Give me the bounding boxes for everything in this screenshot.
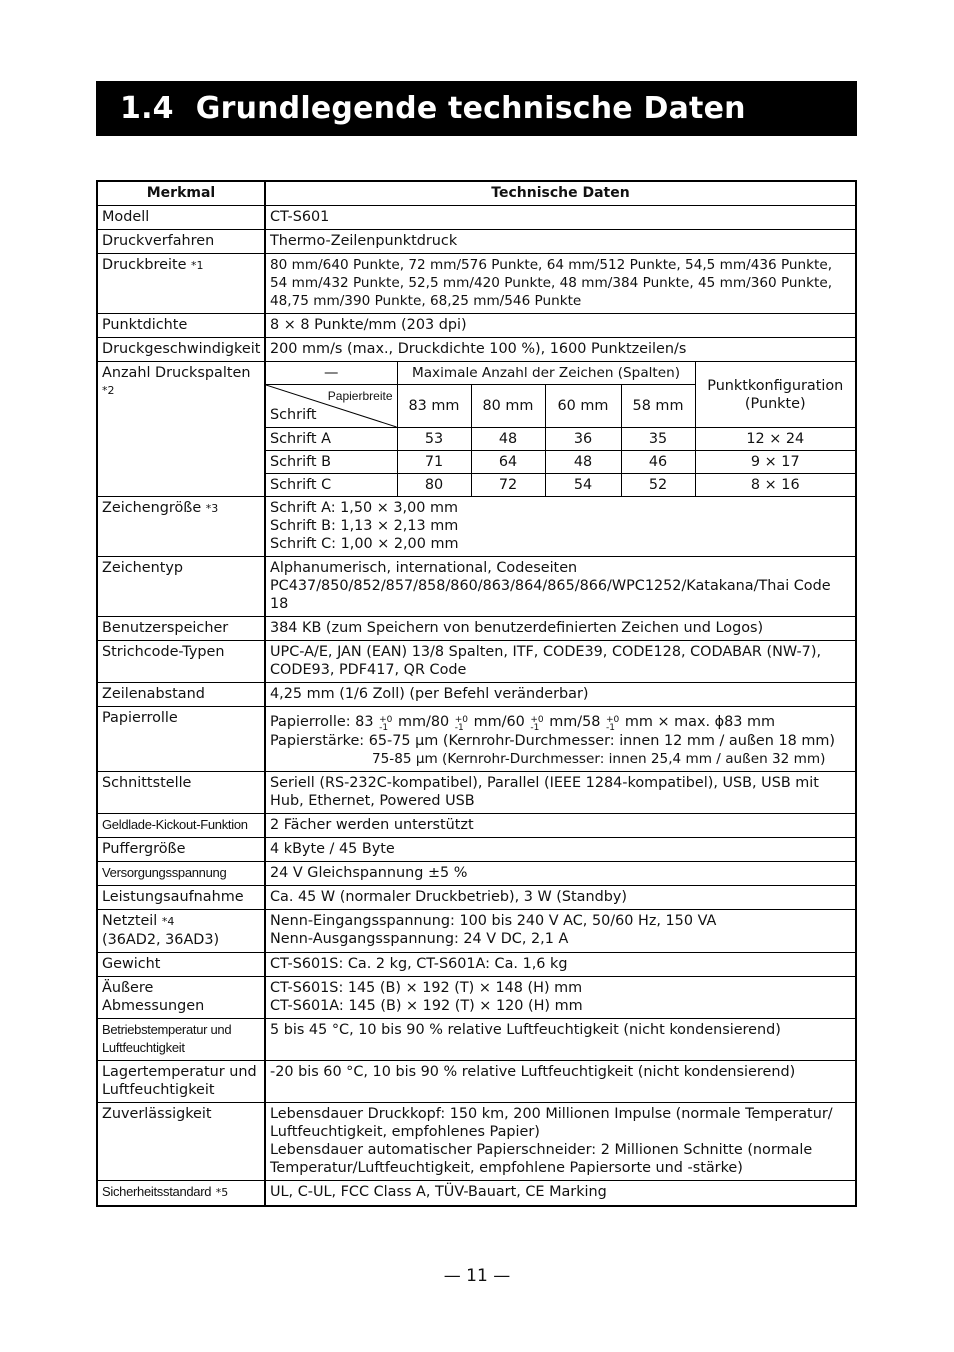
header-technische-daten: Technische Daten <box>265 181 856 206</box>
row-label: Zeichengröße <box>102 500 202 516</box>
value-line <box>270 713 851 732</box>
char-count: 54 <box>545 474 621 497</box>
value-line: 75-85 μm (Kernrohr-Durchmesser: innen 25,4 mm / außen 32 mm) <box>372 751 826 767</box>
value-line: Lebensdauer Druckkopf: 150 km, 200 Millionen Impulse (normale Temperatur/ Luftfeuchtigkeit, empfohlenes Papier) <box>270 1106 833 1140</box>
char-count: 80 <box>397 474 471 497</box>
value-line: Schrift A: 1,50 × 3,00 mm <box>270 500 459 516</box>
inner-header-row <box>266 362 855 385</box>
table-row <box>97 314 856 338</box>
row-label: Druckgeschwindigkeit <box>97 338 265 362</box>
row-label: Sicherheitsstandard <box>102 1184 212 1199</box>
paper-roll-text: mm/60 <box>473 714 525 730</box>
font-name: Schrift B <box>266 451 397 474</box>
row-value: 2 Fächer werden unterstützt <box>265 814 856 838</box>
row-label: Geldlade-Kickout-Funktion <box>97 814 265 838</box>
row-label: Schnittstelle <box>97 772 265 814</box>
row-value: UL, C-UL, FCC Class A, TÜV-Bauart, CE Marking <box>265 1181 856 1207</box>
tolerance <box>606 716 619 732</box>
value-line: Papierstärke: 65-75 μm (Kernrohr-Durchmesser: innen 12 mm / außen 18 mm) <box>270 733 835 749</box>
row-label: Gewicht <box>97 953 265 977</box>
row-value: 200 mm/s (max., Druckdichte 100 %), 1600 Punktzeilen/s <box>265 338 856 362</box>
width-header: 58 mm <box>621 385 695 428</box>
footnote-marker: *2 <box>102 384 115 397</box>
row-label-cell <box>97 254 265 314</box>
paper-roll-text: mm/58 <box>549 714 601 730</box>
tolerance-minus: -1 <box>530 723 540 733</box>
section-title <box>96 81 857 136</box>
row-label: Zeichentyp <box>97 557 265 617</box>
row-label: Benutzerspeicher <box>97 617 265 641</box>
footnote-marker: *3 <box>205 502 219 515</box>
row-value <box>265 497 856 557</box>
table-row <box>97 557 856 617</box>
table-header-row <box>97 181 856 206</box>
row-label-cell <box>97 1181 265 1207</box>
tolerance <box>379 716 392 732</box>
value-line: Nenn-Eingangsspannung: 100 bis 240 V AC, 50/60 Hz, 150 VA <box>270 913 717 929</box>
dot-config: 9 × 17 <box>695 451 855 474</box>
font-row <box>266 428 855 451</box>
row-value: Alphanumerisch, international, Codeseiten PC437/850/852/857/858/860/863/864/865/866/WPC1252/Katakana/Thai Code 18 <box>265 557 856 617</box>
width-header: 83 mm <box>397 385 471 428</box>
char-count: 36 <box>545 428 621 451</box>
table-row <box>97 953 856 977</box>
char-count: 46 <box>621 451 695 474</box>
table-row <box>97 886 856 910</box>
table-row <box>97 683 856 707</box>
width-header: 80 mm <box>471 385 545 428</box>
row-value <box>265 1103 856 1181</box>
table-row <box>97 862 856 886</box>
footnote-marker: *5 <box>215 1186 229 1199</box>
row-value: CT-S601 <box>265 206 856 230</box>
table-row <box>97 254 856 314</box>
table-row <box>97 338 856 362</box>
section-number: 1.4 <box>120 91 174 126</box>
table-row <box>97 707 856 772</box>
row-label: Lagertemperatur und Luftfeuchtigkeit <box>97 1061 265 1103</box>
row-value: 4 kByte / 45 Byte <box>265 838 856 862</box>
table-row <box>97 977 856 1019</box>
row-value: -20 bis 60 °C, 10 bis 90 % relative Luftfeuchtigkeit (nicht kondensierend) <box>265 1061 856 1103</box>
row-value: 4,25 mm (1/6 Zoll) (per Befehl veränderbar) <box>265 683 856 707</box>
paper-roll-text: mm × max. ϕ83 mm <box>624 714 776 730</box>
dash-cell: — <box>266 362 397 385</box>
dot-config: 12 × 24 <box>695 428 855 451</box>
value-line: Schrift B: 1,13 × 2,13 mm <box>270 518 459 534</box>
row-label: Puffergröße <box>97 838 265 862</box>
paper-roll-text: Papierrolle: 83 <box>270 714 374 730</box>
row-label: Zuverlässigkeit <box>97 1103 265 1181</box>
font-row <box>266 474 855 497</box>
row-value: UPC-A/E, JAN (EAN) 13/8 Spalten, ITF, CODE39, CODE128, CODABAR (NW-7), CODE93, PDF417, QR Code <box>265 641 856 683</box>
char-count: 35 <box>621 428 695 451</box>
table-row <box>97 1019 856 1061</box>
row-label: Punktdichte <box>97 314 265 338</box>
row-value: Seriell (RS-232C-kompatibel), Parallel (IEEE 1284-kompatibel), USB, USB mit Hub, Ethernet, Powered USB <box>265 772 856 814</box>
dot-config: 8 × 16 <box>695 474 855 497</box>
tolerance-minus: -1 <box>606 723 615 733</box>
tolerance-minus: -1 <box>454 723 464 733</box>
char-count: 48 <box>471 428 545 451</box>
char-count: 48 <box>545 451 621 474</box>
table-row <box>97 362 856 497</box>
row-label: Zeilenabstand <box>97 683 265 707</box>
font-name: Schrift C <box>266 474 397 497</box>
table-row <box>97 814 856 838</box>
row-value: 8 × 8 Punkte/mm (203 dpi) <box>265 314 856 338</box>
row-label: Strichcode-Typen <box>97 641 265 683</box>
char-count: 64 <box>471 451 545 474</box>
dot-config-header: Punktkonfiguration (Punkte) <box>695 362 855 428</box>
table-row <box>97 497 856 557</box>
table-row <box>97 838 856 862</box>
row-value <box>265 707 856 772</box>
char-count: 52 <box>621 474 695 497</box>
font-label: Schrift <box>270 407 317 423</box>
row-label: Druckverfahren <box>97 230 265 254</box>
table-row <box>97 230 856 254</box>
paper-width-label: Papierbreite <box>327 389 393 403</box>
tolerance <box>530 716 543 732</box>
print-columns-cell <box>265 362 856 497</box>
row-label-cell <box>97 497 265 557</box>
table-row <box>97 772 856 814</box>
char-count: 71 <box>397 451 471 474</box>
font-row <box>266 451 855 474</box>
value-line: Lebensdauer automatischer Papierschneider: 2 Millionen Schnitte (normale Temperatur/Luftfeuchtigkeit, empfohlene Papiersorte und -stärke) <box>270 1142 813 1176</box>
width-header: 60 mm <box>545 385 621 428</box>
header-merkmal: Merkmal <box>97 181 265 206</box>
max-chars-header: Maximale Anzahl der Zeichen (Spalten) <box>397 362 695 385</box>
row-label: Modell <box>97 206 265 230</box>
row-value: Ca. 45 W (normaler Druckbetrieb), 3 W (Standby) <box>265 886 856 910</box>
print-columns-table <box>266 362 855 496</box>
char-count: 53 <box>397 428 471 451</box>
row-label: Anzahl Druckspalten <box>102 365 251 381</box>
tolerance-plus: +0 <box>606 715 620 725</box>
tolerance-plus: +0 <box>454 715 468 725</box>
tolerance-plus: +0 <box>530 715 544 725</box>
row-value: Thermo-Zeilenpunktdruck <box>265 230 856 254</box>
footnote-marker: *4 <box>161 915 175 928</box>
paper-roll-text: mm/80 <box>397 714 450 730</box>
value-line: Nenn-Ausgangsspannung: 24 V DC, 2,1 A <box>270 931 569 947</box>
row-label-cell <box>97 362 265 497</box>
row-label: Netzteil <box>102 913 158 929</box>
row-value: CT-S601S: Ca. 2 kg, CT-S601A: Ca. 1,6 kg <box>265 953 856 977</box>
row-label: Leistungsaufnahme <box>97 886 265 910</box>
tolerance-minus: -1 <box>379 723 389 733</box>
spec-table <box>96 180 857 1207</box>
table-row <box>97 1061 856 1103</box>
row-value <box>265 977 856 1019</box>
value-line: Schrift C: 1,00 × 2,00 mm <box>270 536 459 552</box>
tolerance-plus: +0 <box>379 715 393 725</box>
table-row <box>97 1103 856 1181</box>
value-line: CT-S601A: 145 (B) × 192 (T) × 120 (H) mm <box>270 998 583 1014</box>
row-label: Druckbreite <box>102 257 187 273</box>
row-label-sub: (36AD2, 36AD3) <box>102 932 220 948</box>
row-label-cell <box>97 910 265 953</box>
row-value: 5 bis 45 °C, 10 bis 90 % relative Luftfeuchtigkeit (nicht kondensierend) <box>265 1019 856 1061</box>
row-value: 80 mm/640 Punkte, 72 mm/576 Punkte, 64 mm/512 Punkte, 54,5 mm/436 Punkte, 54 mm/432 Punkte, 52,5 mm/420 Punkte, 48 mm/384 Punkte, 45 mm/360 Punkte, 48,75 mm/390 Punkte, 68,25 mm/546 Punkte <box>265 254 856 314</box>
diagonal-header-cell <box>266 385 397 428</box>
value-line: CT-S601S: 145 (B) × 192 (T) × 148 (H) mm <box>270 980 583 996</box>
table-row <box>97 617 856 641</box>
row-value <box>265 910 856 953</box>
row-label: Papierrolle <box>97 707 265 772</box>
row-label: Betriebstemperatur und Luftfeuchtigkeit <box>97 1019 265 1061</box>
table-row <box>97 206 856 230</box>
font-name: Schrift A <box>266 428 397 451</box>
section-title-text: Grundlegende technische Daten <box>195 91 746 126</box>
table-row <box>97 641 856 683</box>
tolerance <box>455 716 468 732</box>
row-value: 384 KB (zum Speichern von benutzerdefinierten Zeichen und Logos) <box>265 617 856 641</box>
footnote-marker: *1 <box>191 259 204 272</box>
row-label: Äußere Abmessungen <box>97 977 265 1019</box>
table-row <box>97 1181 856 1207</box>
table-row <box>97 910 856 953</box>
page-number: — 11 — <box>443 1266 511 1286</box>
char-count: 72 <box>471 474 545 497</box>
row-value: 24 V Gleichspannung ±5 % <box>265 862 856 886</box>
row-label: Versorgungsspannung <box>97 862 265 886</box>
